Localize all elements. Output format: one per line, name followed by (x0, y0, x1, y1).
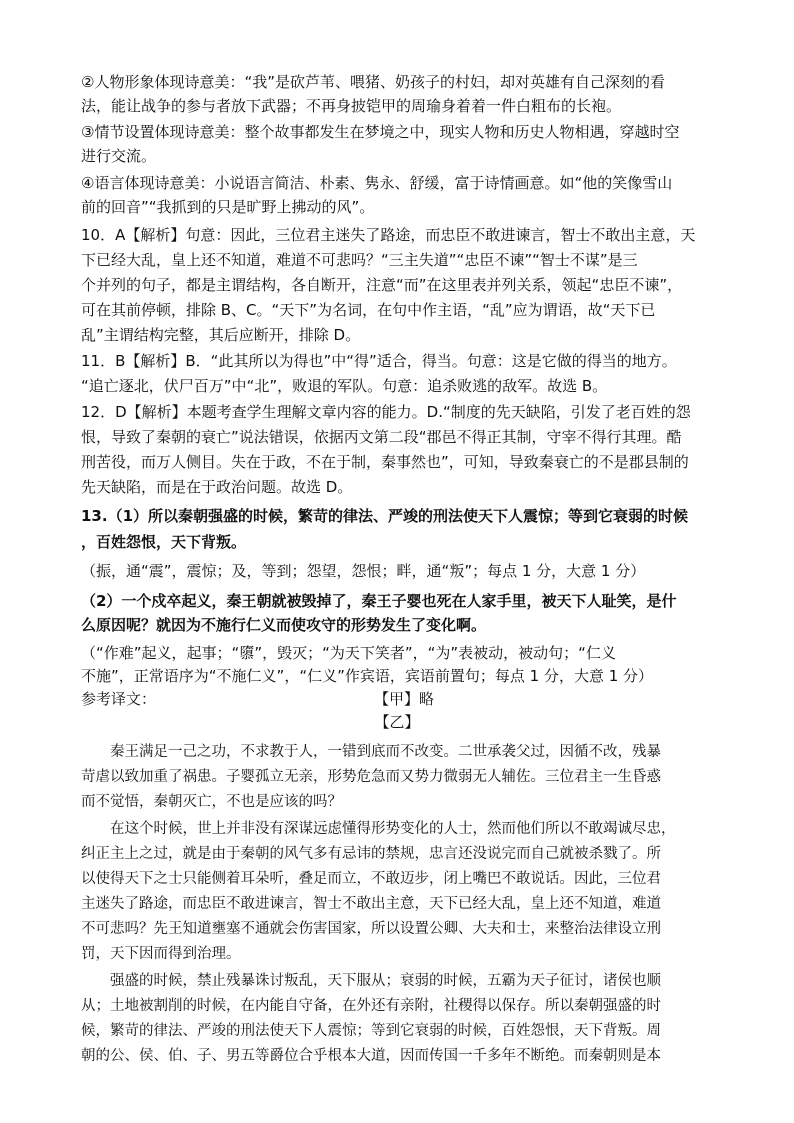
question-10-line: 下已经大乱，皇上还不知道，难道不可悲吗？“三主失道”“忠臣不谏”“智士不谋”是三 (81, 251, 638, 269)
translation-line: 朝的公、侯、伯、子、男五等爵位合乎根本大道，因而传国一千多年不断绝。而秦朝则是本 (81, 1048, 661, 1064)
question-12-line: 恨，导致了秦朝的衰亡”说法错误，依据丙文第二段“郡邑不得正其制，守宰不得行其理。酷 (81, 428, 682, 446)
question-13-answer: 13.（1）所以秦朝强盛的时候，繁苛的律法、严竣的刑法使天下人震惊；等到它衰弱的时候 (81, 507, 689, 525)
answer-line: ③情节设置体现诗意美：整个故事都发生在梦境之中，现实人物和历史人物相遇，穿越时空 (81, 123, 680, 141)
answer-line: 前的回音”“我抓到的只是旷野上拂动的风”。 (81, 198, 375, 216)
translation-line: 在这个时候，世上并非没有深谋远虑懂得形势变化的人士，然而他们所以不敢竭诚尽忠， (81, 821, 676, 837)
question-13-answer: 么原因呢？就因为不施行仁义而使攻守的形势发生了变化啊。 (81, 616, 487, 634)
translation-line: 主迷失了路途，而忠臣不敢进谏言，智士不敢出主意，天下已经大乱，皇上还不知道，难道 (81, 896, 661, 912)
translation-line: 纠正主上之过，就是由于秦朝的风气多有忌讳的禁规，忠言还没说完而自己就被杀戮了。所 (81, 846, 661, 862)
question-11-line: “追亡逐北，伏尸百万”中“北”，败退的军队。句意：追杀败逃的敌军。故选 B。 (81, 377, 608, 395)
answer-line: ②人物形象体现诗意美：“我”是砍芦苇、喂猪、奶孩子的村妇，却对英雄有自己深刻的看 (81, 73, 665, 91)
translation-line: 罚，天下因而得到治理。 (81, 946, 241, 962)
question-13-answer: ，百姓怨恨，天下背叛。 (81, 533, 247, 551)
answer-line: 法，能让战争的参与者放下武器；不再身披铠甲的周瑜身着着一件白粗布的长袍。 (81, 97, 622, 115)
question-12-line: 刑苦役，而万人侧目。失在于政，不在于制，秦事然也”，可知，导致秦衰亡的不是郡县制的 (81, 453, 689, 471)
translation-line: 而不觉悟，秦朝灭亡，不也是应该的吗？ (81, 794, 342, 810)
scoring-note: 不施”，正常语序为“不施仁义”，“仁义”作宾语，宾语前置句；每点 1 分，大意 1 分） (81, 667, 654, 685)
translation-line: 候，繁苛的律法、严竣的刑法使天下人震惊；等到它衰弱的时候，百姓怨恨，天下背叛。周 (81, 1023, 661, 1039)
question-11-line: 11．B【解析】B．“此其所以为得也”中“得”适合，得当。句意：这是它做的得当的地方。 (81, 352, 677, 370)
question-12-line: 先天缺陷，而是在于政治问题。故选 D。 (81, 478, 353, 496)
answer-line: 进行交流。 (81, 147, 157, 165)
question-10-line: 个并列的句子，都是主谓结构，各自断开，注意“而”在这里表并列关系，领起“忠臣不谏”， (81, 276, 683, 294)
question-10-line: 乱”主谓结构完整，其后应断开，排除 D。 (81, 326, 361, 344)
question-10-line: 可在其前停顿，排除 B、C。“天下”为名词，在句中作主语，“乱”应为谓语，故“天下已 (81, 301, 656, 319)
translation-line: 从；土地被割削的时候，在内能自守备，在外还有亲附，社稷得以保存。所以秦朝强盛的时 (81, 998, 661, 1014)
translation-line: 秦王满足一己之功，不求教于人，一错到底而不改变。二世承袭父过，因循不改，残暴 (81, 744, 661, 760)
scoring-note: （振，通“震”，震惊；及，等到；怨望，怨恨；畔，通“叛”；每点 1 分，大意 1 分） (81, 562, 646, 580)
translation-line: 不可悲吗？先王知道壅塞不通就会伤害国家，所以设置公卿、大夫和士，来整治法律设立刑 (81, 921, 661, 937)
section-yi-heading: 【乙】 (374, 713, 420, 731)
question-10-line: 10．A【解析】句意：因此，三位君主迷失了路途，而忠臣不敢进谏言，智士不敢出主意，天 (81, 226, 696, 244)
translation-line: 强盛的时候，禁止残暴诛讨叛乱，天下服从；衰弱的时候，五霸为天子征讨，诸侯也顺 (81, 973, 661, 989)
question-12-line: 12．D【解析】本题考查学生理解文章内容的能力。D.“制度的先天缺陷，引发了老百姓的怨 (81, 403, 691, 421)
scoring-note: （“作难”起义，起事；“隳”，毁灭；“为天下笑者”，“为”表被动，被动句；“仁义 (81, 644, 616, 662)
translation-line: 以使得天下之士只能侧着耳朵听，叠足而立，不敢迈步，闭上嘴巴不敢说话。因此，三位君 (81, 871, 661, 887)
translation-line: 苛虐以致加重了祸患。子婴孤立无亲，形势危急而又势力微弱无人辅佐。三位君主一生昏惑 (81, 769, 661, 785)
reference-translation-label: 参考译文： (81, 690, 157, 708)
answer-line: ④语言体现诗意美：小说语言简洁、朴素、隽永、舒缓，富于诗情画意。如“他的笑像雪山 (81, 174, 673, 192)
question-13-answer: （2）一个戍卒起义，秦王朝就被毁掉了，秦王子婴也死在人家手里，被天下人耻笑，是什 (81, 592, 677, 610)
section-jia-heading: 【甲】略 (374, 690, 435, 708)
